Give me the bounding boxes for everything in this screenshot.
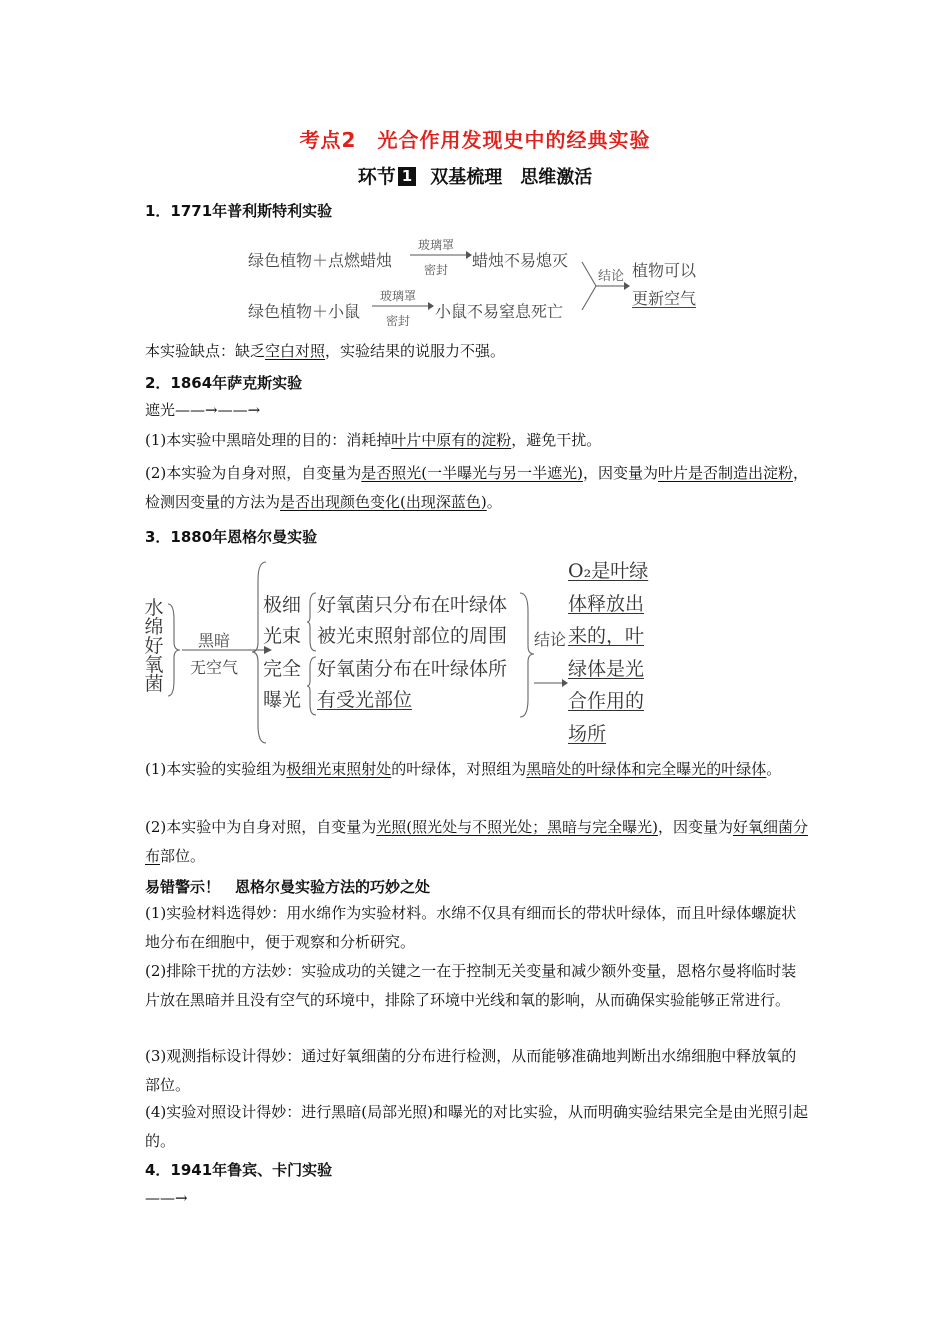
- exp3-case2-result: [317, 654, 507, 716]
- warning-item-4: (4)实验对照设计得妙：进行黑暗(局部光照)和曝光的对比实验，从而明确实验结果完全是由光照引起的。: [145, 1103, 808, 1150]
- warning-item-1: (1)实验材料选得妙：用水绵作为实验材料。水绵不仅具有细而长的带状叶绿体，而且叶绿体螺旋状地分布在细胞中，便于观察和分析研究。: [145, 904, 797, 951]
- exp2-q1-blank: 叶片中原有的淀粉: [391, 431, 512, 449]
- exp1-heading: 1．1771年普利斯特利实验: [145, 202, 333, 220]
- exp1-row2-left: 绿色植物＋小鼠: [248, 302, 361, 321]
- exp3-case1-label: [263, 590, 301, 652]
- exp3-conclusion-line: 绿体是光: [568, 657, 645, 680]
- exp3-subject-char: 菌: [144, 673, 164, 695]
- exp4-flow: ——→: [145, 1189, 188, 1207]
- exp1-drawback: [145, 337, 810, 366]
- exp3-case1-result-line: 被光束照射部位的周围: [317, 625, 508, 647]
- exp3-case2-result-line: 好氧菌分布在叶绿体所: [317, 658, 508, 680]
- exp2-q2-g: 。: [486, 493, 502, 511]
- exp2-q2-blank3: 是否出现颜色变化(出现深蓝色): [280, 493, 487, 511]
- exp1-row1-top: 玻璃罩: [418, 238, 455, 252]
- exp3-q1-a: (1)本实验的实验组为: [145, 760, 287, 778]
- exp3-diagram: [140, 555, 670, 750]
- exp3-case2-label: [263, 654, 301, 716]
- exp3-case2-label-line: 曝光: [263, 689, 302, 711]
- exp3-conclusion-line: 合作用的: [568, 690, 645, 712]
- exp3-case1-result: [317, 590, 507, 652]
- section-number: 1: [398, 167, 416, 186]
- section-tag-label: 环节: [357, 166, 396, 188]
- exp3-subject: [144, 599, 164, 694]
- exp3-case2-result-line: 有受光部位: [317, 689, 413, 711]
- exp1-drawback-prefix: 本实验缺点：缺乏: [145, 342, 266, 360]
- exp4-heading: 4．1941年鲁宾、卡门实验: [145, 1161, 333, 1179]
- exp1-drawback-suffix: ，实验结果的说服力不强。: [325, 342, 506, 360]
- section-title: 双基梳理 思维激活: [430, 167, 593, 188]
- exp2-q2-c: ，因变量为: [582, 464, 658, 482]
- exp3-conclusion-line: 来的，叶: [568, 625, 645, 647]
- exp3-subject-char: 绵: [144, 616, 164, 638]
- exp3-q2-a: (2)本实验中为自身对照，自变量为: [145, 818, 377, 836]
- exp2-q2-e: ，检测因变量的方法为: [145, 464, 809, 511]
- page-title: 考点2 光合作用发现史中的经典实验: [299, 128, 651, 152]
- exp3-case1-label-line: 极细: [263, 594, 302, 616]
- exp1-row1-result: 蜡烛不易熄灭: [472, 251, 569, 270]
- exp3-q2-blank1: 光照(照光处与不照光处；黑暗与完全曝光): [376, 818, 658, 836]
- exp3-conclusion-line: 体释放出: [568, 592, 645, 615]
- exp1-conclusion-line1: 植物可以: [632, 261, 697, 280]
- exp2-q2: [145, 459, 810, 517]
- exp3-case-brace: [250, 560, 270, 745]
- exp3-subject-char: 好: [144, 635, 164, 657]
- exp3-case2-label-line: 完全: [263, 658, 302, 680]
- exp3-q2-c: ，因变量为: [657, 818, 733, 836]
- exp3-case1-result-line: 好氧菌只分布在叶绿体: [317, 594, 508, 616]
- warning-item-3: (3)观测指标设计得妙：通过好氧细菌的分布进行检测，从而能够准确地判断出水绵细胞中释放氧的部位。: [145, 1047, 797, 1094]
- exp3-conclusion-line: 场所: [568, 722, 607, 745]
- exp1-row2-result: 小鼠不易窒息死亡: [435, 302, 564, 321]
- exp1-conclusion-label: 结论: [598, 269, 625, 284]
- exp3-subject-char: 氧: [144, 654, 164, 676]
- exp1-conclusion-line2: 更新空气: [632, 289, 697, 308]
- exp3-conclusion: [568, 555, 648, 750]
- exp3-q1: [145, 755, 810, 784]
- exp2-q1-c: ，避免干扰。: [511, 431, 602, 449]
- exp3-condition-top: 黑暗: [198, 631, 231, 650]
- exp1-drawback-blank: 空白对照: [265, 342, 326, 360]
- warning-item-2: (2)排除干扰的方法妙：实验成功的关键之一在于控制无关变量和减少额外变量，恩格尔曼将临时装片放在黑暗并且没有空气的环境中，排除了环境中光线和氧的影响，从而确保实验能够正常进行。: [145, 962, 797, 1009]
- exp3-q2-e: 部位。: [160, 847, 206, 865]
- exp3-q2-blank2: 好氧细菌分布: [145, 818, 808, 865]
- exp3-conclusion-line: O₂是叶绿: [568, 560, 649, 582]
- exp2-q2-blank2: 叶片是否制造出淀粉: [657, 464, 793, 482]
- exp2-q2-blank1: 是否照光(一半曝光与另一半遮光): [361, 464, 583, 482]
- exp1-row1-arrow: [410, 248, 472, 260]
- exp2-q2-a: (2)本实验为自身对照，自变量为: [145, 464, 362, 482]
- exp1-row2-arrow: [372, 299, 434, 311]
- warning-heading: 易错警示！ 恩格尔曼实验方法的巧妙之处: [145, 878, 431, 896]
- exp3-q1-e: 。: [766, 760, 782, 778]
- exp1-diagram: [240, 228, 720, 333]
- exp3-q2: [145, 813, 810, 871]
- exp2-flow: 遮光——→——→: [145, 401, 261, 419]
- section-tag: [358, 162, 416, 189]
- exp3-condition-bottom: 无空气: [190, 658, 239, 677]
- exp3-case1-label-line: 光束: [263, 625, 302, 647]
- exp2-q1-a: (1)本实验中黑暗处理的目的：消耗掉: [145, 431, 392, 449]
- exp1-row2-bottom: 密封: [386, 314, 411, 328]
- exp3-q1-c: 的叶绿体，对照组为: [391, 760, 527, 778]
- exp1-row1-bottom: 密封: [424, 263, 449, 277]
- exp1-row2-top: 玻璃罩: [380, 289, 417, 303]
- exp3-merge-brace: [518, 591, 570, 721]
- exp3-q1-blank1: 极细光束照射处: [286, 760, 392, 778]
- exp3-conclusion-label: 结论: [534, 630, 567, 649]
- exp3-heading: 3．1880年恩格尔曼实验: [145, 528, 318, 546]
- exp2-heading: 2．1864年萨克斯实验: [145, 374, 303, 392]
- exp3-q1-blank2: 黑暗处的叶绿体和完全曝光的叶绿体: [526, 760, 767, 778]
- section-header: [0, 162, 950, 189]
- exp1-row1-left: 绿色植物＋点燃蜡烛: [248, 251, 393, 270]
- exp3-subject-char: 水: [144, 597, 164, 619]
- exp2-q1: [145, 426, 810, 455]
